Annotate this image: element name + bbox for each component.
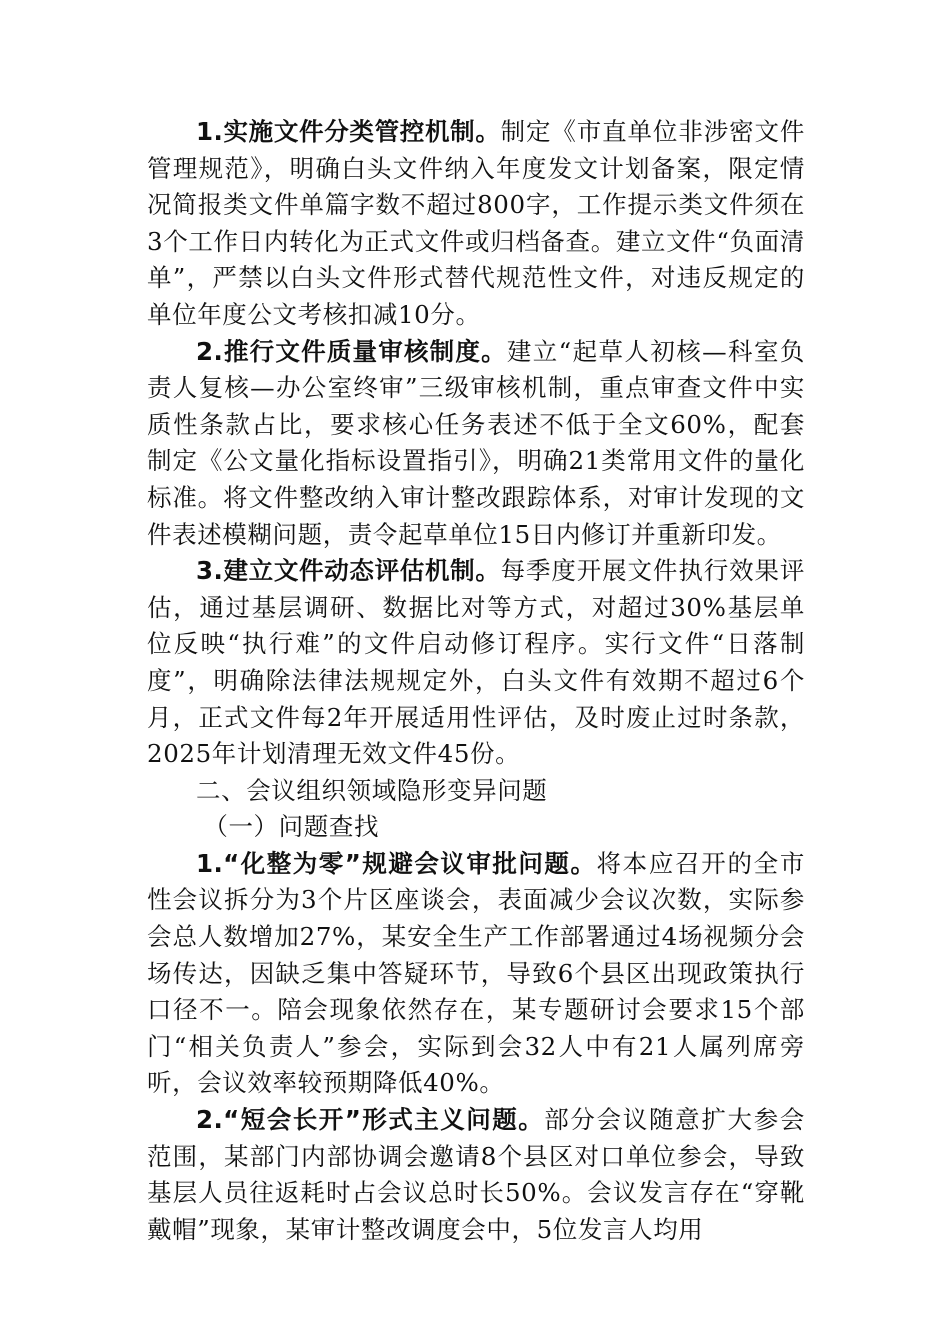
paragraph-body: 部分会议随意扩大参会范围，某部门内部协调会邀请8个县区对口单位参会，导致基层人员往返耗时占会议总时长50%。会议发言存在“穿靴戴帽”现象，某审计整改调度会中，5位发言人均用 bbox=[147, 1105, 805, 1244]
document-page bbox=[147, 114, 805, 1248]
paragraph-meeting-splitting bbox=[147, 846, 805, 1102]
paragraph-long-meetings bbox=[147, 1102, 805, 1248]
section-heading: 二、会议组织领域隐形变异问题 bbox=[196, 775, 548, 805]
paragraph-dynamic-evaluation bbox=[147, 553, 805, 773]
paragraph-lead: 1.“化整为零”规避会议审批问题。 bbox=[196, 848, 597, 878]
paragraph-body: 将本应召开的全市性会议拆分为3个片区座谈会，表面减少会议次数，实际参会总人数增加27%，某安全生产工作部署通过4场视频分会场传达，因缺乏集中答疑环节，导致6个县区出现政策执行口径不一。陪会现象依然存在，某专题研讨会要求15个部门“相关负责人”参会，实际到会32人中有21人属列席旁听，会议效率较预期降低40%。 bbox=[147, 848, 805, 1098]
paragraph-body: 建立“起草人初核—科室负责人复核—办公室终审”三级审核机制，重点审查文件中实质性条款占比，要求核心任务表述不低于全文60%，配套制定《公文量化指标设置指引》，明确21类常用文件的量化标准。将文件整改纳入审计整改跟踪体系，对审计发现的文件表述模糊问题，责令起草单位15日内修订并重新印发。 bbox=[147, 336, 805, 549]
paragraph-lead: 2.推行文件质量审核制度。 bbox=[196, 336, 507, 366]
paragraph-quality-review bbox=[147, 334, 805, 554]
paragraph-lead: 2.“短会长开”形式主义问题。 bbox=[196, 1105, 545, 1135]
paragraph-lead: 1.实施文件分类管控机制。 bbox=[196, 117, 501, 146]
paragraph-body: 每季度开展文件执行效果评估，通过基层调研、数据比对等方式，对超过30%基层单位反映“执行难”的文件启动修订程序。实行文件“日落制度”，明确除法律法规规定外，白头文件有效期不超过6个月，正式文件每2年开展适用性评估，及时废止过时条款，2025年计划清理无效文件45份。 bbox=[147, 556, 805, 769]
subsection-heading: （一）问题查找 bbox=[203, 812, 380, 842]
paragraph-lead: 3.建立文件动态评估机制。 bbox=[196, 556, 501, 586]
paragraph-file-classification bbox=[147, 114, 805, 334]
paragraph-body: 制定《市直单位非涉密文件管理规范》，明确白头文件纳入年度发文计划备案，限定情况简报类文件单篇字数不超过800字，工作提示类文件须在3个工作日内转化为正式文件或归档备查。建立文件“负面清单”，严禁以白头文件形式替代规范性文件，对违反规定的单位年度公文考核扣减10分。 bbox=[147, 117, 805, 329]
